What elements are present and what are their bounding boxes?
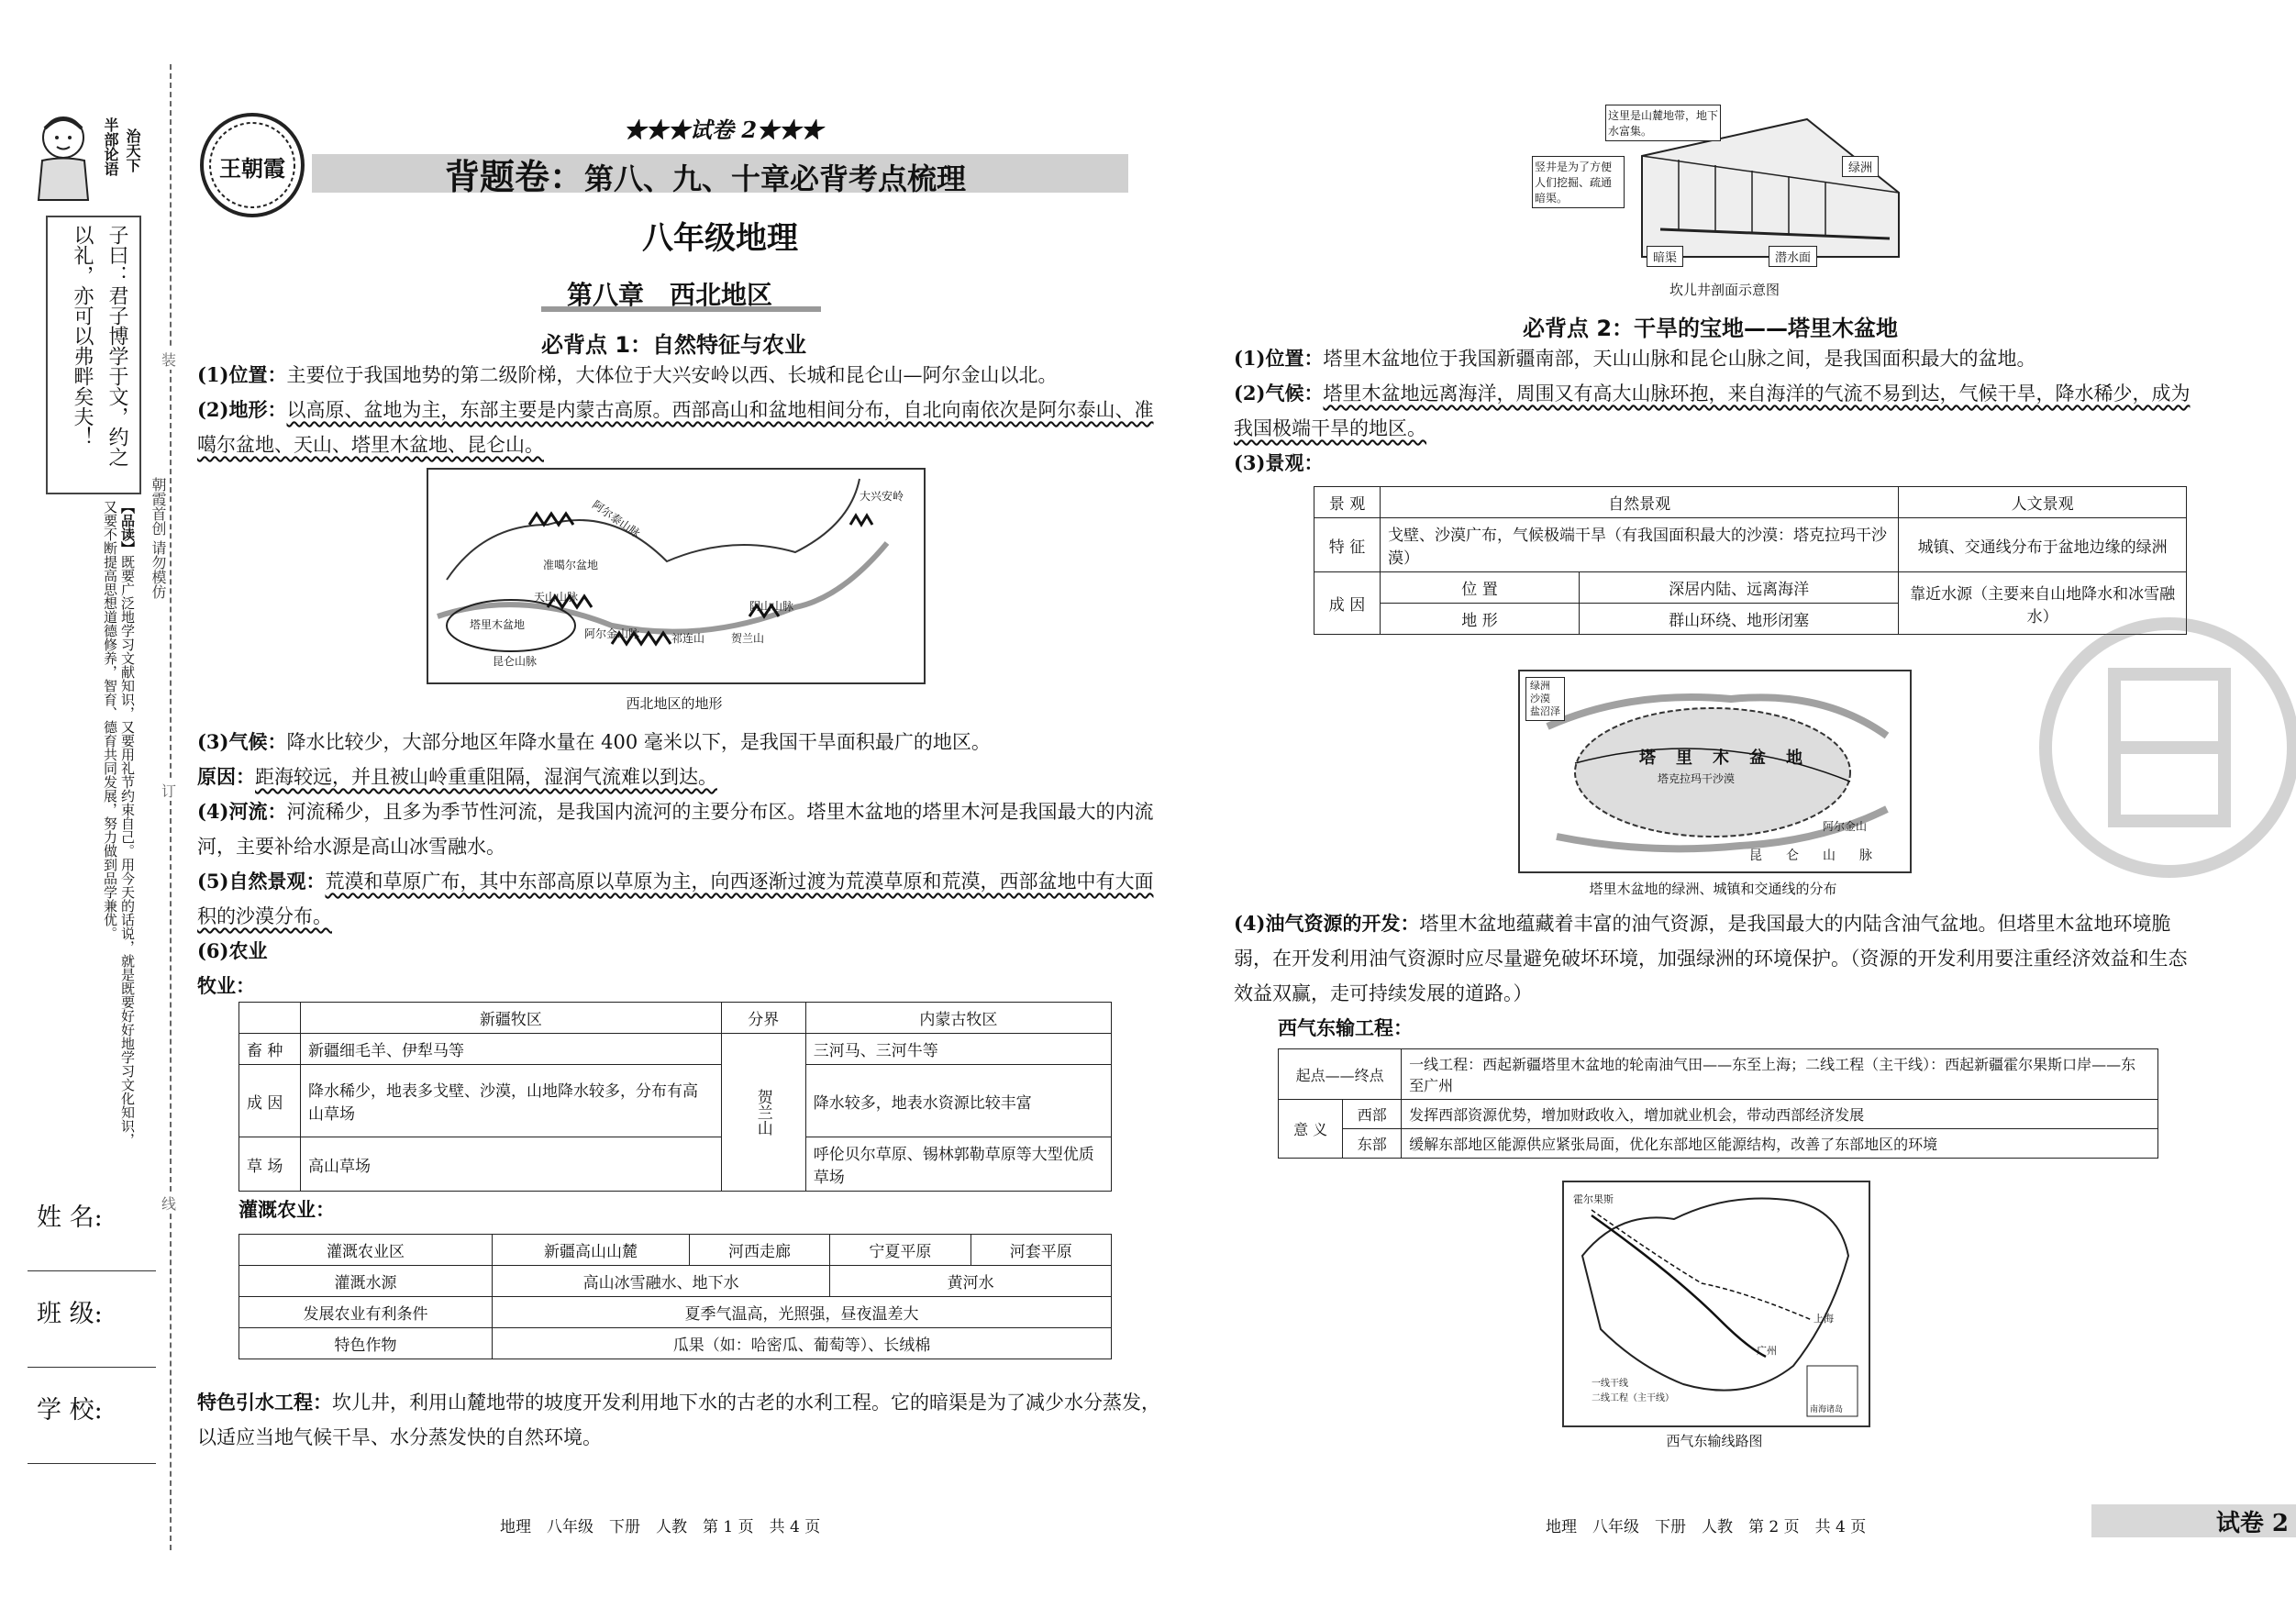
paper-number: ★★★试卷 2★★★ bbox=[624, 116, 824, 143]
map2-label: 塔克拉玛干沙漠 bbox=[1658, 772, 1736, 785]
map1-label: 贺兰山 bbox=[731, 632, 765, 645]
map1-label: 大兴安岭 bbox=[860, 490, 904, 503]
table-row: 意 义 西部 发挥西部资源优势，增加财政收入，增加就业机会，带动西部经济发展 bbox=[1279, 1100, 2158, 1129]
table-row: 成 因 位 置 深居内陆、远离海洋 靠近水源（主要来自山地降水和冰雪融水） bbox=[1314, 572, 2187, 604]
karez-note-2: 竖井是为了方便人们挖掘、疏通暗渠。 bbox=[1532, 156, 1625, 208]
karez-caption: 坎儿井剖面示意图 bbox=[1669, 282, 1780, 298]
map2-label: 塔 bbox=[1639, 749, 1656, 768]
pasture-table bbox=[238, 1002, 1112, 1192]
sidebar bbox=[28, 110, 151, 1165]
logo-text: 王朝霞 bbox=[219, 155, 285, 182]
map3-label: 霍尔果斯 bbox=[1573, 1193, 1614, 1205]
binding-mark-2: 订 bbox=[161, 780, 176, 801]
irrigation-label: 灌溉农业： bbox=[238, 1198, 335, 1221]
agriculture-label: (6)农业 bbox=[197, 939, 268, 962]
corner-tag: 试卷 2 bbox=[2091, 1504, 2296, 1537]
tarim-position-text: 塔里木盆地位于我国新疆南部，天山山脉和昆仑山脉之间，是我国面积最大的盆地。 bbox=[1323, 348, 2036, 370]
karez-note-1: 这里是山麓地带，地下水富集。 bbox=[1605, 105, 1721, 141]
table-row: 发展农业有利条件 夏季气温高，光照强，昼夜温差大 bbox=[239, 1297, 1112, 1328]
river-text: 河流稀少，且多为季节性河流，是我国内流河的主要分布区。塔里木盆地的塔里木河是我国最大的内流河，主要补给水源是高山冰雪融水。 bbox=[197, 801, 1154, 858]
position-text: 主要位于我国地势的第二级阶梯，大体位于大兴安岭以西、长城和昆仑山—阿尔金山以北。 bbox=[286, 364, 1058, 386]
sidebar-reading-text: 【品读】既要广泛地学习文献知识，又要用礼节约束自己。用今天的话说，就是既要好好地学习文化知识，又要不断提高思想道德修养，智育、德育共同发展，努力做到品学兼优。 bbox=[102, 500, 136, 1147]
kp2-title: 必背点 2：干旱的宝地——塔里木盆地 bbox=[1523, 316, 1899, 341]
mascot-icon bbox=[31, 110, 95, 202]
chapter-title: 第八章 西北地区 bbox=[567, 280, 773, 310]
scenery-label: (3)景观： bbox=[1234, 451, 1324, 474]
sidebar-quote-left: 以礼，亦可以弗畔矣夫！ bbox=[71, 225, 94, 447]
seal-watermark-icon bbox=[2032, 610, 2296, 885]
climate-text: 降水比较少，大部分地区年降水量在 400 毫米以下，是我国干旱面积最广的地区。 bbox=[286, 731, 991, 753]
map2-label: 阿尔金山 bbox=[1823, 820, 1868, 833]
table-row: 灌溉农业区 新疆高山山麓 河西走廊 宁夏平原 河套平原 bbox=[239, 1235, 1112, 1266]
map3-label: 上海 bbox=[1814, 1313, 1834, 1325]
karez-paragraph: 特色引水工程：坎儿井，利用山麓地带的坡度开发利用地下水的古老的水利工程。它的暗渠是为了减少水分蒸发，以适应当地气候干旱、水分蒸发快的自然环境。 bbox=[197, 1391, 1160, 1448]
sidebar-motto-col1: 半部论语 bbox=[102, 117, 119, 176]
pipeline-table bbox=[1278, 1048, 2158, 1159]
pipeline-label: 西气东输工程： bbox=[1278, 1016, 1413, 1039]
map2-label: 木 bbox=[1713, 749, 1729, 768]
table-row: 灌溉水源 高山冰雪融水、地下水 黄河水 bbox=[239, 1266, 1112, 1297]
binding-mark-1: 装 bbox=[161, 349, 176, 370]
map2-label: 昆 bbox=[1749, 848, 1762, 863]
map1-label: 祁连山 bbox=[671, 632, 705, 645]
map2-label: 地 bbox=[1786, 749, 1802, 768]
table-row: 景 观 自然景观 人文景观 bbox=[1314, 487, 2187, 518]
map1-label: 阴山山脉 bbox=[749, 600, 794, 613]
table-row: 东部 缓解东部地区能源供应紧张局面，优化东部地区能源结构，改善了东部地区的环境 bbox=[1279, 1129, 2158, 1159]
binding-line bbox=[170, 64, 172, 1550]
map2-legend: 绿洲 沙漠 盐沼泽 bbox=[1525, 677, 1565, 721]
school-label: 学 校: bbox=[37, 1396, 103, 1425]
map2-label: 盆 bbox=[1749, 749, 1766, 768]
map2-caption: 塔里木盆地的绿洲、城镇和交通线的分布 bbox=[1589, 881, 1837, 897]
table-row: 草 场 高山草场 呼伦贝尔草原、锡林郭勒草原等大型优质草场 bbox=[239, 1137, 1112, 1192]
left-footer: 地理 八年级 下册 人教 第 1 页 共 4 页 bbox=[500, 1518, 821, 1536]
karez-diagram bbox=[1532, 101, 1917, 275]
oil-text: 塔里木盆地蕴藏着丰富的油气资源，是我国最大的内陆含油气盆地。但塔里木盆地环境脆弱，在开发利用油气资源时应尽量避免破坏环境，加强绿洲的环境保护。（资源的开发利用要注重经济效益和生态效益双赢，走可持续发展的道路。） bbox=[1234, 913, 2188, 1004]
tarim-basin-map bbox=[1518, 670, 1912, 873]
karez-text: 坎儿井，利用山麓地带的坡度开发利用地下水的古老的水利工程。它的暗渠是为了减少水分蒸发，以适应当地气候干旱、水分蒸发快的自然环境。 bbox=[197, 1392, 1160, 1448]
map3-label: 南海诸岛 bbox=[1810, 1405, 1844, 1414]
karez-canal: 暗渠 bbox=[1647, 246, 1683, 267]
table-row: 特 征 戈壁、沙漠广布，气候极端干旱（有我国面积最大的沙漠：塔克拉玛干沙漠） 城镇、交通线分布于盆地边缘的绿洲 bbox=[1314, 518, 2187, 572]
kp1-title: 必背点 1：自然特征与农业 bbox=[541, 332, 807, 358]
name-label: 姓 名: bbox=[37, 1203, 103, 1232]
name-field[interactable] bbox=[28, 1270, 156, 1271]
table-row: 畜 种 新疆细毛羊、伊犁马等 贺兰山 三河马、三河牛等 bbox=[239, 1034, 1112, 1065]
oil-paragraph: (4)油气资源的开发：塔里木盆地蕴藏着丰富的油气资源，是我国最大的内陆含油气盆地。但塔里木盆地环境脆弱，在开发利用油气资源时应尽量避免破坏环境，加强绿洲的环境保护。（资源的开发利用要注重经济效益和生态效益双赢，走可持续发展的道路。） 西气东输工程： bbox=[1234, 906, 2197, 1046]
map1-label: 天山山脉 bbox=[534, 591, 579, 604]
northwest-terrain-map bbox=[427, 468, 926, 684]
class-field[interactable] bbox=[28, 1367, 156, 1368]
map1-caption: 西北地区的地形 bbox=[626, 695, 723, 712]
divider-cell: 贺兰山 bbox=[721, 1034, 805, 1192]
map3-label: 二线工程（主干线） bbox=[1592, 1393, 1674, 1403]
map1-label: 昆仑山脉 bbox=[493, 655, 538, 668]
table-row: 新疆牧区 分界 内蒙古牧区 bbox=[239, 1003, 1112, 1034]
logo bbox=[197, 110, 307, 220]
reason-text: 距海较远，并且被山岭重重阻隔，湿润气流难以到达。 bbox=[255, 766, 717, 788]
landscape-text: 荒漠和草原广布，其中东部高原以草原为主，向西逐渐过渡为荒漠草原和荒漠，西部盆地中有大面积的沙漠分布。 bbox=[197, 871, 1154, 927]
table-row: 特色作物 瓜果（如：哈密瓜、葡萄等）、长绒棉 bbox=[239, 1328, 1112, 1359]
terrain-text: 以高原、盆地为主，东部主要是内蒙古高原。西部高山和盆地相间分布，自北向南依次是阿尔泰山、准噶尔盆地、天山、塔里木盆地、昆仑山。 bbox=[197, 399, 1154, 456]
pasture-label: 牧业： bbox=[197, 974, 255, 997]
irrigation-table bbox=[238, 1234, 1112, 1359]
karez-water: 潜水面 bbox=[1769, 246, 1817, 267]
map3-caption: 西气东输线路图 bbox=[1666, 1433, 1763, 1449]
tarim-climate-text: 塔里木盆地远离海洋，周围又有高大山脉环抱，来自海洋的气流不易到达，气候干旱，降水稀少，成为我国极端干旱的地区。 bbox=[1234, 383, 2191, 439]
pipeline-route-map bbox=[1562, 1181, 1870, 1427]
map3-label: 一线干线 bbox=[1592, 1379, 1628, 1389]
sidebar-quote-box bbox=[46, 216, 141, 494]
map2-label: 山 bbox=[1823, 848, 1836, 863]
map1-label: 塔里木盆地 bbox=[470, 618, 526, 631]
map2-label: 脉 bbox=[1859, 848, 1872, 863]
sidebar-quote-right: 子曰：君子博学于文，约之 bbox=[105, 225, 128, 467]
left-intro: (1)位置：主要位于我国地势的第二级阶梯，大体位于大兴安岭以西、长城和昆仑山—阿尔金山以北。 (2)地形：以高原、盆地为主，东部主要是内蒙古高原。西部高山和盆地相间分布，自北向南依次是阿尔泰山、准噶尔盆地、天山、塔里木盆地、昆仑山。 bbox=[197, 363, 1154, 456]
subject-title: 八年级地理 bbox=[642, 220, 798, 257]
left-body-2: (3)气候：降水比较少，大部分地区年降水量在 400 毫米以下，是我国干旱面积最广的地区。 原因：距海较远，并且被山岭重重阻隔，湿润气流难以到达。 (4)河流：河流稀少，且多为季节性河流，是我国内流河的主要分布区。塔里木盆地的塔里木河是我国最大的内流河，主要补给水源是高山冰雪融水。 (5)自然景观：荒漠和草原广布，其中东部高原以草原为主，向西逐渐过渡为荒漠草原和荒漠，西部盆地中有大面积的沙漠分布。 (6)农业 牧业： bbox=[197, 725, 1160, 1004]
sidebar-reading-box bbox=[46, 500, 138, 1156]
page-title: 背题卷：第八、九、十章必背考点梳理 bbox=[445, 157, 967, 197]
class-label: 班 级: bbox=[37, 1300, 103, 1328]
map2-label: 里 bbox=[1676, 749, 1692, 768]
binding-mark-3: 线 bbox=[161, 1192, 176, 1214]
brand-vertical: 朝霞首创 请勿模仿 bbox=[150, 477, 167, 600]
sidebar-motto-col2: 治天下 bbox=[124, 128, 141, 172]
table-row: 成 因 降水稀少，地表多戈壁、沙漠，山地降水较多，分布有高山草场 降水较多，地表水资源比较丰富 bbox=[239, 1065, 1112, 1137]
table-row: 地 形 群山环绕、地形闭塞 bbox=[1314, 604, 2187, 635]
map1-label: 阿尔泰山脉 bbox=[590, 497, 643, 540]
right-footer: 地理 八年级 下册 人教 第 2 页 共 4 页 bbox=[1546, 1518, 1867, 1536]
school-field[interactable] bbox=[28, 1463, 156, 1464]
table-row: 起点——终点 一线工程：西起新疆塔里木盆地的轮南油气田——东至上海；二线工程（主干线）：西起新疆霍尔果斯口岸——东至广州 bbox=[1279, 1049, 2158, 1100]
right-intro: (1)位置：塔里木盆地位于我国新疆南部，天山山脉和昆仑山脉之间，是我国面积最大的盆地。 (2)气候：塔里木盆地远离海洋，周围又有高大山脉环抱，来自海洋的气流不易到达，气候干旱，降水稀少，成为我国极端干旱的地区。 (3)景观： bbox=[1234, 341, 2197, 481]
karez-oasis: 绿洲 bbox=[1842, 156, 1879, 177]
map1-label: 阿尔金山脉 bbox=[584, 627, 640, 640]
map1-label: 准噶尔盆地 bbox=[543, 559, 599, 571]
map3-label: 广州 bbox=[1757, 1345, 1777, 1357]
map2-label: 仑 bbox=[1786, 848, 1799, 863]
